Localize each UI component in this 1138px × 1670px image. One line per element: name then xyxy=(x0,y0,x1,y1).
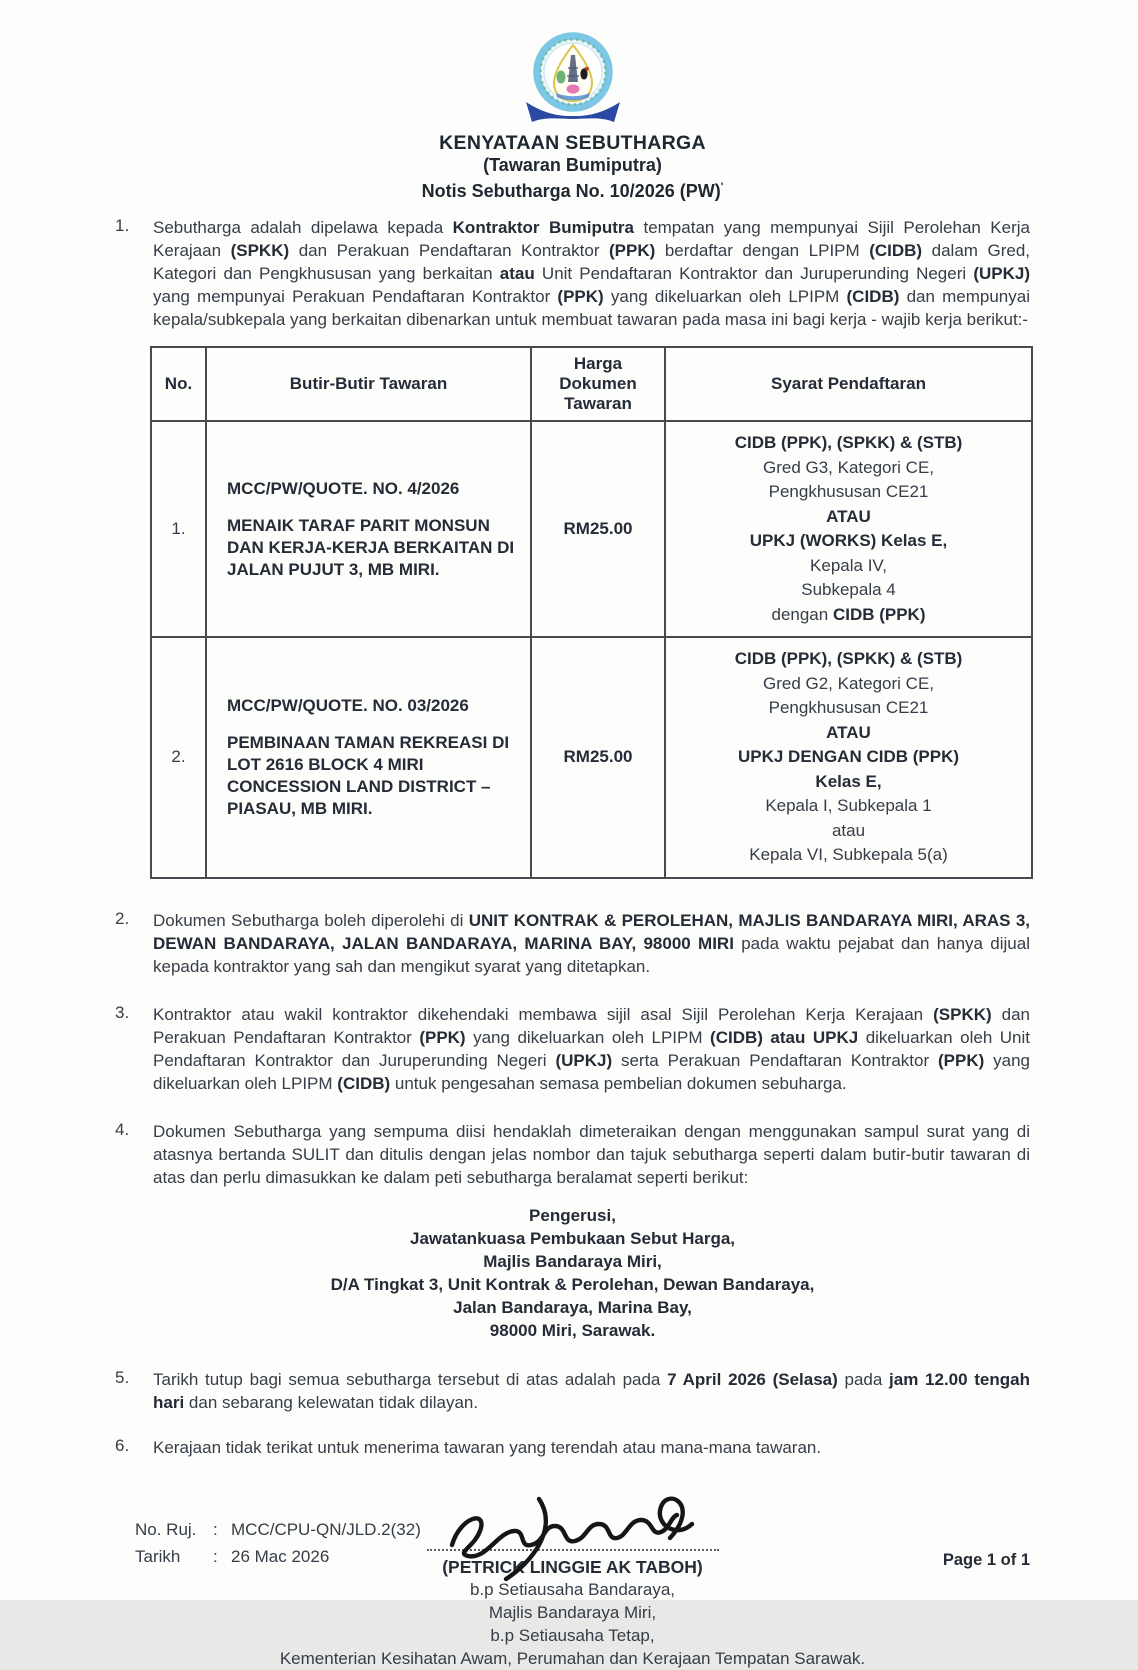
text-segment: (CIDB) xyxy=(846,287,900,306)
item-text xyxy=(153,1368,1030,1414)
text-segment: Dokumen Sebutharga yang sempuma diisi hendaklah dimeteraikan dengan menggunakan sampul surat yang di atasnya bertanda SULIT dan ditulis dengan jelas nombor dan tajuk sebutharga seperti dalam butir-butir tawaran di atas dan perlu dimasukkan ke dalam peti sebutharga beralamat seperti berikut: xyxy=(153,1121,1030,1187)
text-segment: Sebutharga adalah dipelawa kepada xyxy=(153,218,453,237)
quotation-box-address xyxy=(115,1204,1030,1342)
text-segment: Pengkhususan CE21 xyxy=(768,698,929,717)
text-segment: tempatan yang mempunyai Sijil Perolehan Kerja Kerajaan xyxy=(153,218,1030,260)
header-cell-harga xyxy=(531,347,665,421)
table-header-row xyxy=(151,347,1032,421)
notice-item-4 xyxy=(115,1120,1030,1189)
text-line: Pengerusi, xyxy=(529,1205,616,1225)
item-text xyxy=(153,909,1030,978)
text-segment: (CIDB) xyxy=(337,1073,391,1093)
date-colon: : xyxy=(213,1547,218,1566)
text-segment: jam 12.00 tengah hari xyxy=(153,1369,1030,1412)
notice-item-1 xyxy=(115,216,1030,331)
header-cell-butir: Butir-Butir Tawaran xyxy=(206,347,531,421)
text-segment: CIDB (PPK) xyxy=(832,604,926,624)
ref-value: MCC/CPU-QN/JLD.2(32) xyxy=(231,1520,421,1539)
notice-item-5 xyxy=(115,1368,1030,1414)
text-line: Kementerian Kesihatan Awam, Perumahan dan Kerajaan Tempatan Sarawak. xyxy=(279,1648,866,1668)
item-number: 5. xyxy=(115,1367,130,1387)
masthead xyxy=(115,30,1030,202)
text-segment: Gred G3, Kategori CE, xyxy=(762,457,935,477)
item-number: 6. xyxy=(115,1435,130,1455)
text-line xyxy=(672,647,1025,672)
text-line: Harga xyxy=(573,354,623,373)
tender-table xyxy=(150,346,1033,879)
city-council-crest-logo xyxy=(507,30,639,130)
notice-item-2 xyxy=(115,909,1030,978)
text-line: Majlis Bandaraya Miri, xyxy=(488,1602,657,1622)
footer-reference xyxy=(135,1516,421,1570)
table-row-1 xyxy=(151,421,1032,637)
text-segment: dalam Gred, Kategori dan Pengkhususan yang berkaitan xyxy=(153,241,1030,283)
item-text xyxy=(153,1003,1030,1095)
text-segment: Kepala IV, xyxy=(810,555,887,575)
text-segment: Subkepala 4 xyxy=(801,580,896,599)
notice-number-text: Notis Sebutharga No. 10/2026 (PW) xyxy=(421,181,721,201)
text-segment: Kerajaan tidak terikat untuk menerima tawaran yang terendah atau mana-mana tawaran. xyxy=(153,1437,822,1457)
doc-title: KENYATAAN SEBUTHARGA xyxy=(439,132,706,154)
row2-syarat xyxy=(665,637,1032,878)
text-segment: (SPKK) xyxy=(933,1004,992,1024)
text-segment: ATAU xyxy=(826,506,871,526)
text-line xyxy=(672,745,1025,770)
text-line: Jalan Bandaraya, Marina Bay, xyxy=(453,1297,692,1317)
signature-scrawl xyxy=(418,1475,728,1579)
text-line xyxy=(227,478,516,500)
text-line xyxy=(672,554,1025,579)
text-segment: Unit Pendaftaran Kontraktor dan Juruperunding Negeri xyxy=(534,264,974,283)
text-line: Tawaran xyxy=(564,394,632,413)
text-segment: 7 April 2026 (Selasa) xyxy=(667,1369,838,1389)
text-segment: MENAIK TARAF PARIT MONSUN DAN KERJA-KERJA BERKAITAN DI JALAN PUJUT 3, MB MIRI. xyxy=(227,515,515,579)
item-text xyxy=(153,1120,1030,1189)
date-row xyxy=(135,1543,421,1570)
text-line xyxy=(672,529,1025,554)
signatory-titles xyxy=(115,1578,1030,1670)
header-cell-no: No. xyxy=(151,347,206,421)
text-segment: MCC/PW/QUOTE. NO. 4/2026 xyxy=(227,478,460,498)
text-line xyxy=(672,672,1025,697)
item-text xyxy=(153,1436,1030,1459)
text-segment: (PPK) xyxy=(419,1027,466,1047)
text-segment: pada xyxy=(837,1369,890,1389)
text-segment: pada waktu pejabat dan hanya dijual kepada kontraktor yang sah dan mengikut syarat yang ditetapkan. xyxy=(153,933,1030,976)
text-segment: Kepala VI, Subkepala 5(a) xyxy=(749,845,948,864)
text-line xyxy=(672,770,1025,795)
text-segment: (PPK) xyxy=(557,287,604,306)
text-line xyxy=(672,456,1025,481)
text-line xyxy=(227,695,516,717)
row1-no: 1. xyxy=(151,421,206,637)
text-segment: (PPK) xyxy=(937,1050,985,1070)
signatory-name: (PETRICK LINGGIE AK TABOH) xyxy=(442,1556,703,1577)
ref-number-row xyxy=(135,1516,421,1543)
text-segment: dan mempunyai kepala/subkepala yang berkaitan dibenarkan untuk membuat tawaran pada masa ini bagi kerja - wajib kerja berikut:- xyxy=(153,287,1030,329)
text-segment: dan Perakuan Pendaftaran Kontraktor xyxy=(289,241,610,260)
text-segment: Kontraktor Bumiputra xyxy=(452,218,635,237)
row2-no: 2. xyxy=(151,637,206,878)
text-line xyxy=(672,843,1025,868)
text-segment: untuk pengesahan semasa pembelian dokumen sebuharga. xyxy=(390,1073,847,1093)
item-number: 4. xyxy=(115,1119,130,1139)
text-line xyxy=(672,505,1025,530)
text-line: Majlis Bandaraya Miri, xyxy=(483,1251,662,1271)
text-segment: UNIT KONTRAK & PEROLEHAN, MAJLIS BANDARAYA MIRI, ARAS 3, DEWAN BANDARAYA, JALAN BANDARAYA, MARINA BAY, 98000 MIRI xyxy=(153,910,1031,953)
text-line xyxy=(672,794,1025,819)
text-segment: Tarikh tutup bagi semua sebutharga tersebut di atas adalah pada xyxy=(153,1369,668,1389)
item-text xyxy=(153,216,1030,331)
text-segment: (UPKJ) xyxy=(555,1050,613,1070)
header-cell-syarat: Syarat Pendaftaran xyxy=(665,347,1032,421)
item-number: 3. xyxy=(115,1002,130,1022)
text-line xyxy=(672,603,1025,628)
row1-butir xyxy=(206,421,531,637)
notice-number xyxy=(115,176,1030,202)
notice-body xyxy=(115,216,1030,1459)
text-segment: dikeluarkan oleh Unit Pendaftaran Kontraktor dan Juruperunding Negeri xyxy=(153,1027,1030,1070)
text-segment: Dokumen Sebutharga boleh diperolehi di xyxy=(153,910,469,930)
text-segment: MCC/PW/QUOTE. NO. 03/2026 xyxy=(227,695,469,715)
text-line xyxy=(227,732,516,820)
text-line xyxy=(672,721,1025,746)
text-segment: dengan xyxy=(771,604,833,624)
text-line xyxy=(672,819,1025,844)
text-segment: berdaftar dengan LPIPM xyxy=(655,241,870,260)
text-segment: Kontraktor atau wakil kontraktor dikehendaki membawa sijil asal Sijil Perolehan Kerja Kerajaan xyxy=(153,1004,934,1024)
text-segment: Kepala I, Subkepala 1 xyxy=(765,796,932,815)
text-segment: atau xyxy=(831,820,866,840)
text-segment: (CIDB) atau UPKJ xyxy=(710,1027,859,1047)
row2-harga: RM25.00 xyxy=(531,637,665,878)
text-segment: (UPKJ) xyxy=(973,264,1030,283)
text-segment: ATAU xyxy=(826,722,871,742)
text-segment: yang dikeluarkan oleh LPIPM xyxy=(153,1050,1030,1093)
date-label: Tarikh xyxy=(135,1547,181,1566)
notice-item-3 xyxy=(115,1003,1030,1095)
text-line: Jawatankuasa Pembukaan Sebut Harga, xyxy=(409,1228,736,1248)
ref-label: No. Ruj. xyxy=(135,1520,197,1539)
text-segment: (CIDB) xyxy=(869,241,923,260)
text-segment: Gred G2, Kategori CE, xyxy=(762,673,935,693)
item-number: 1. xyxy=(115,216,130,235)
text-segment: dan sebarang kelewatan tidak dilayan. xyxy=(184,1392,479,1412)
text-line: b.p Setiausaha Bandaraya, xyxy=(469,1579,676,1599)
table-row-2 xyxy=(151,637,1032,878)
text-segment: (SPKK) xyxy=(230,241,290,260)
date-value: 26 Mac 2026 xyxy=(231,1547,330,1566)
text-segment: CIDB (PPK), (SPKK) & (STB) xyxy=(734,649,963,668)
text-segment: Kelas E, xyxy=(815,771,882,791)
text-segment: CIDB (PPK), (SPKK) & (STB) xyxy=(734,433,963,452)
text-line: D/A Tingkat 3, Unit Kontrak & Perolehan, Dewan Bandaraya, xyxy=(330,1274,815,1294)
text-line: b.p Setiausaha Tetap, xyxy=(490,1625,655,1645)
page-number: Page 1 of 1 xyxy=(942,1551,1030,1569)
doc-subtitle: (Tawaran Bumiputra) xyxy=(483,155,662,175)
text-line xyxy=(672,578,1025,603)
text-segment: UPKJ DENGAN CIDB (PPK) xyxy=(737,747,960,766)
text-segment: Pengkhususan CE21 xyxy=(768,482,929,501)
text-line xyxy=(672,431,1025,456)
notice-item-6 xyxy=(115,1436,1030,1459)
text-segment: UPKJ (WORKS) Kelas E, xyxy=(749,531,948,550)
ref-colon: : xyxy=(213,1520,218,1539)
scan-artifact-mark: ' xyxy=(720,181,724,193)
text-line xyxy=(672,696,1025,721)
text-line xyxy=(227,515,516,581)
text-line: 98000 Miri, Sarawak. xyxy=(489,1320,656,1340)
row1-harga: RM25.00 xyxy=(531,421,665,637)
row1-syarat xyxy=(665,421,1032,637)
item-number: 2. xyxy=(115,908,130,928)
text-segment: yang dikeluarkan oleh LPIPM xyxy=(465,1027,711,1047)
row2-butir xyxy=(206,637,531,878)
text-line xyxy=(672,480,1025,505)
text-segment: yang mempunyai Perakuan Pendaftaran Kontraktor xyxy=(153,287,558,306)
text-segment: dan Perakuan Pendaftaran Kontraktor xyxy=(153,1004,1031,1047)
text-segment: serta Perakuan Pendaftaran Kontraktor xyxy=(612,1050,938,1070)
text-segment: atau xyxy=(499,264,535,283)
text-line: Dokumen xyxy=(559,374,637,393)
signature-block xyxy=(115,1475,1030,1670)
text-segment: yang dikeluarkan oleh LPIPM xyxy=(603,287,847,306)
text-segment: (PPK) xyxy=(609,241,656,260)
text-segment: PEMBINAAN TAMAN REKREASI DI LOT 2616 BLOCK 4 MIRI CONCESSION LAND DISTRICT – PIASAU, MB MIRI. xyxy=(227,732,510,818)
